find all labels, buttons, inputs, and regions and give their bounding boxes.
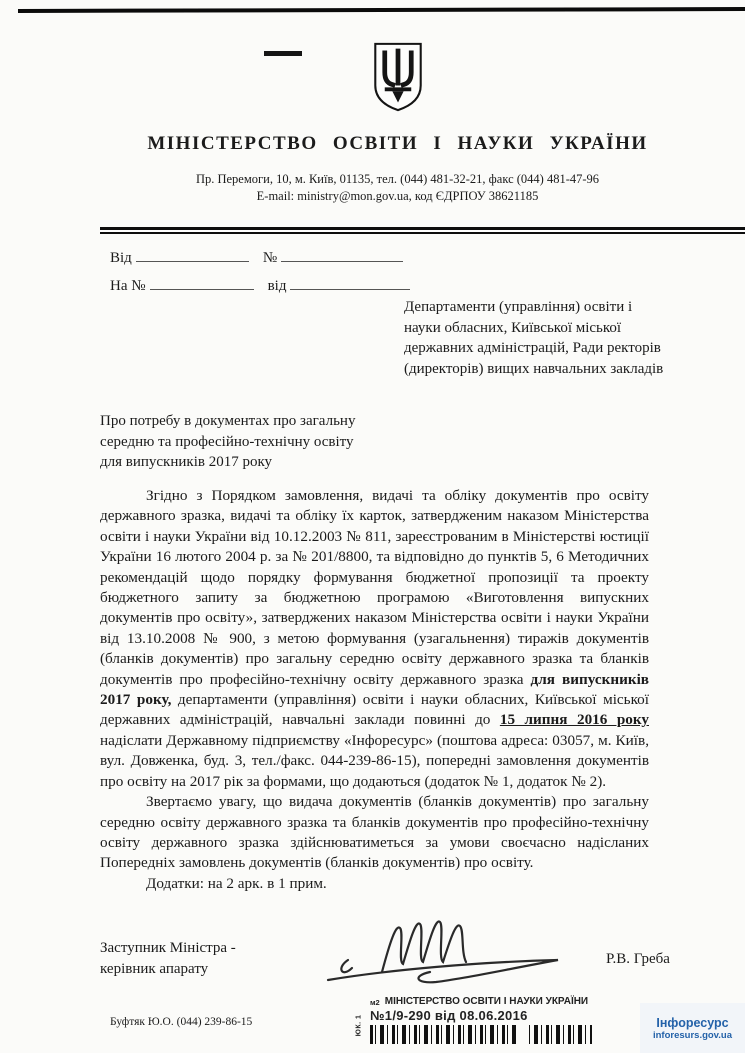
recipient-line: науки обласних, Київської міської [404,319,622,336]
outgoing-number-blank [281,247,403,262]
registration-stamp [356,996,614,1044]
incoming-number-blank [150,275,254,290]
executor-contact: Буфтяк Ю.О. (044) 239-86-15 [110,1016,253,1028]
stamp-side-label: ЮК. 1 [355,1014,363,1037]
signer-name: Р.В. Греба [606,951,670,967]
signer-position [100,938,236,980]
letterhead-divider-rule [100,227,745,234]
stamp-organization: МІНІСТЕРСТВО ОСВІТИ І НАУКИ УКРАЇНИ [384,996,589,1007]
ministry-address [70,171,725,205]
body-paragraph-1: Згідно з Порядком замовлення, видачі та обліку документів про освіту державного зразка, видачі та обліку їх карток, затвердженим наказом Міністерства освіти і науки України від 10.12.2003 № 811, зареєстрованим в Міністерстві юстиції України 16 лютого 2004 р. за № 201/8800, та відповідно до пунктів 5, 6 Методичних рекомендацій щодо порядку формування бюджетної пропозиції та проекту бюджетного запиту за бюджетною програмою «Виготовлення випускних документів про освіту», затверджених наказом Міністерства освіти і науки України від 13.10.2008 № 900, з метою формування (узагальнення) тиражів документів (бланків документів) про загальну середню освіту державного зразка та бланків документів про професійно-технічну освіту державного зразка для випускників 2017 року, департаменти (управління) освіти і науки обласних, Київської міської державних адміністрацій, навчальні заклади повинні до 15 липня 2016 року надіслати Державному підприємству «Інфоресурс» (поштова адреса: 03057, м. Київ, вул. Довженка, буд. 3, тел./факс. 044-239-86-15), попередні замовлення документів про освіту на 2017 рік за формами, що додаються (додаток № 1, додаток № 2). [100,487,649,790]
ukraine-trident-emblem-icon [365,42,431,117]
inforesurs-watermark [640,1003,745,1053]
ministry-title: МІНІСТЕРСТВО ОСВІТИ І НАУКИ УКРАЇНИ [147,133,648,154]
reference-row-incoming [110,275,410,295]
outgoing-date-blank [136,247,249,262]
barcode-icon [370,1025,592,1044]
from-label: Від [110,250,132,266]
recipient-line: (директорів) вищих навчальних закладів [404,360,664,377]
subject-line: середню та професійно-технічну освіту [100,433,354,450]
signer-position-line: Заступник Міністра - [100,940,236,956]
recipient-block [404,297,672,379]
letter-body [100,486,649,894]
stamp-main [370,996,614,1044]
body-paragraph-2: Звертаємо увагу, що видача документів (бланків документів) про загальну середню освіту державного зразка та бланків документів про професійно-технічну освіту державного зразка здійснюватиметься за умови своєчасно надісланих Попередніх замовлень документів (бланків документів) про освіту. [100,793,649,872]
address-line-2: E-mail: ministry@mon.gov.ua, код ЄДРПОУ 38621185 [256,189,539,203]
barcode-gap [518,1025,528,1044]
scan-artifact-top-line [18,7,745,13]
attachments-line: Додатки: на 2 арк. в 1 прим. [146,874,327,892]
number-label: № [262,250,278,266]
watermark-site: inforesurs.gov.ua [652,1029,732,1041]
incoming-date-blank [290,275,410,290]
handwritten-signature-icon [318,912,568,1002]
stamp-prefix: м2 [370,998,380,1007]
on-number-label: На № [110,278,146,294]
letterhead [70,42,725,205]
stamp-registration-number: №1/9-290 від 08.06.2016 [370,1008,528,1023]
subject-line: для випускників 2017 року [100,454,273,470]
subject-block [100,411,400,473]
recipient-line: Департаменти (управління) освіти і [404,299,633,315]
subject-line: Про потребу в документах про загальну [100,413,356,429]
reference-row-outgoing [110,247,403,267]
address-line-1: Пр. Перемоги, 10, м. Київ, 01135, тел. (044) 481-32-21, факс (044) 481-47-96 [195,172,600,186]
recipient-line: державних адміністрацій, Ради ректорів [404,340,661,356]
signer-position-line: керівник апарату [100,961,209,977]
of-date-label: від [267,278,287,294]
watermark-name: Інфоресурс [656,1015,729,1030]
